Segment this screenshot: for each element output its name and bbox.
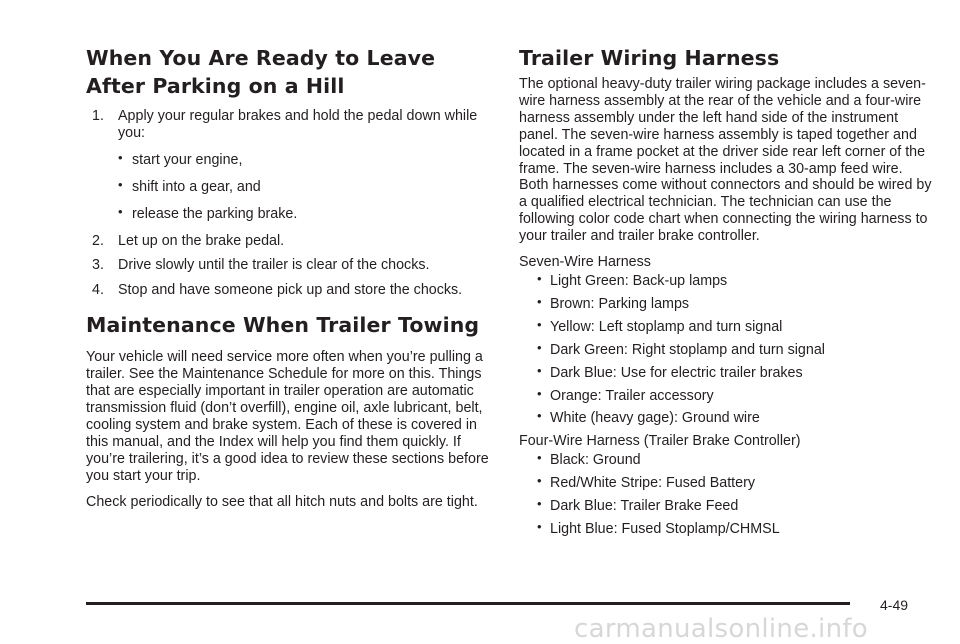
bullet-icon: • xyxy=(537,339,542,355)
footer-rule xyxy=(86,602,850,605)
step-number: 1. xyxy=(92,108,104,124)
list-item xyxy=(519,518,933,538)
list-item xyxy=(118,176,496,196)
bullet-icon: • xyxy=(537,496,542,512)
list-item xyxy=(519,498,933,515)
wire-text: Orange: Trailer accessory xyxy=(550,387,714,404)
list-item xyxy=(519,385,933,405)
wiring-intro-paragraph: The optional heavy-duty trailer wiring package includes a seven-wire harness assembly at the rear of the vehicle and a four-wire harness assembly under the left hand side of the instrument panel. The seven-wire harness assembly is taped together and located in a frame pocket at the driver side rear left corner of the frame. The seven-wire harness includes a 30-amp feed wire. Both harnesses come without connectors and should be wired by a qualified electrical technician. The technician can use the following color code chart when connecting the wiring harness to your trailer and trailer brake controller. xyxy=(519,76,932,245)
bullet-text: release the parking brake. xyxy=(132,205,298,222)
step-text: Drive slowly until the trailer is clear of the chocks. xyxy=(118,257,430,274)
heading-leave-after-parking: When You Are Ready to Leave After Parking on a Hill xyxy=(86,46,436,98)
four-wire-list xyxy=(519,452,933,538)
heading-trailer-wiring: Trailer Wiring Harness xyxy=(519,46,780,70)
maintenance-paragraph: Your vehicle will need service more often when you’re pulling a trailer. See the Maintenance Schedule for more on this. Things that are especially important in trailer operation are automatic transmission fluid (don’t overfill), engine oil, axle lubricant, belt, cooling system and brake system. Each of these is covered in this manual, and the Index will help you find them quickly. If you’re trailering, it’s a good idea to review these sections before you start your trip. xyxy=(86,349,489,484)
bullet-icon: • xyxy=(118,203,123,219)
list-item xyxy=(118,149,496,169)
sub-bullet-list xyxy=(118,149,496,223)
wire-text: Dark Blue: Use for electric trailer brakes xyxy=(550,364,803,381)
step-number: 4. xyxy=(92,282,104,299)
bullet-text: shift into a gear, and xyxy=(132,178,261,195)
wire-text: White (heavy gage): Ground wire xyxy=(550,410,760,427)
four-wire-label: Four-Wire Harness (Trailer Brake Controller) xyxy=(519,433,801,450)
bullet-icon: • xyxy=(118,149,123,165)
list-item xyxy=(86,282,496,299)
bullet-icon: • xyxy=(537,385,542,401)
wire-text: Brown: Parking lamps xyxy=(550,295,690,312)
wire-text: Red/White Stripe: Fused Battery xyxy=(550,475,756,492)
wire-text: Light Blue: Fused Stoplamp/CHMSL xyxy=(550,520,780,537)
list-item xyxy=(519,293,933,313)
list-item xyxy=(519,316,933,336)
left-column xyxy=(86,44,496,519)
page-number: 4-49 xyxy=(880,597,909,613)
bullet-text: start your engine, xyxy=(132,151,243,168)
wire-text: Yellow: Left stoplamp and turn signal xyxy=(550,318,783,335)
bullet-icon: • xyxy=(537,270,542,286)
heading-maintenance-towing: Maintenance When Trailer Towing xyxy=(86,313,480,338)
bullet-icon: • xyxy=(537,450,542,466)
wire-text: Dark Green: Right stoplamp and turn signal xyxy=(550,341,825,358)
list-item xyxy=(86,257,496,274)
right-column xyxy=(519,44,933,544)
list-item xyxy=(519,410,933,427)
bullet-icon: • xyxy=(537,518,542,534)
bullet-icon: • xyxy=(537,362,542,378)
watermark: carmanualsonline.info xyxy=(574,614,869,644)
step-number: 3. xyxy=(92,257,104,274)
hitch-paragraph: Check periodically to see that all hitch nuts and bolts are tight. xyxy=(86,493,478,510)
step-text: Let up on the brake pedal. xyxy=(118,232,285,249)
wire-text: Light Green: Back-up lamps xyxy=(550,272,728,289)
list-item xyxy=(519,339,933,359)
list-item xyxy=(86,233,496,250)
list-item xyxy=(519,362,933,382)
wire-text: Dark Blue: Trailer Brake Feed xyxy=(550,498,739,515)
seven-wire-list xyxy=(519,270,933,427)
list-item xyxy=(519,452,933,469)
step-text: Apply your regular brakes and hold the pedal down while you: xyxy=(118,108,478,141)
list-item xyxy=(519,270,933,290)
list-item xyxy=(519,475,933,492)
list-item xyxy=(86,108,496,223)
bullet-icon: • xyxy=(118,176,123,192)
bullet-icon: • xyxy=(537,473,542,489)
step-text: Stop and have someone pick up and store the chocks. xyxy=(118,282,463,299)
bullet-icon: • xyxy=(537,316,542,332)
list-item xyxy=(118,203,496,223)
bullet-icon: • xyxy=(537,408,542,424)
seven-wire-label: Seven-Wire Harness xyxy=(519,254,651,271)
bullet-icon: • xyxy=(537,293,542,309)
step-number: 2. xyxy=(92,232,104,249)
steps-list xyxy=(86,108,496,299)
wire-text: Black: Ground xyxy=(550,452,641,469)
